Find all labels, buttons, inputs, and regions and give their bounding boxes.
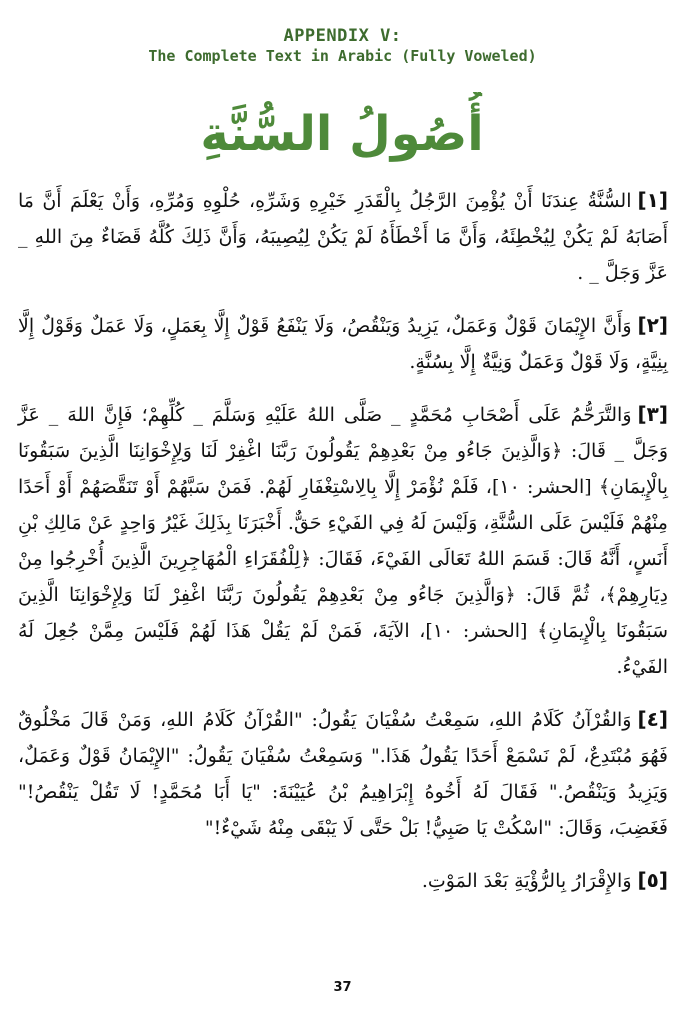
- paragraph-number: [٥]: [637, 868, 668, 892]
- paragraph-3: [18, 396, 668, 685]
- paragraph-text: وَالإِقْرَارُ بِالرُّؤْيَةِ بَعْدَ المَوْتِ.: [421, 870, 632, 892]
- paragraph-text: وَأَنَّ الإِيْمَانَ قَوْلٌ وَعَمَلٌ، يَزِيدُ وَيَنْقُصُ، وَلَا يَنْفَعُ قَوْلٌ إِلَّا بِعَمَلٍ، وَلَا عَمَلٌ وَقَوْلٌ إِلَّا بِنِيَّةٍ، وَلَا قَوْلٌ وَعَمَلٌ وَنِيَّةٌ إِلَّا بِسُنَّةٍ.: [18, 315, 668, 373]
- paragraph-number: [٣]: [637, 402, 668, 426]
- appendix-header: [0, 26, 685, 66]
- appendix-title: APPENDIX V:: [283, 26, 402, 46]
- usul-as-sunnah-calligraphy: [0, 92, 685, 172]
- paragraph-2: [18, 307, 668, 380]
- paragraph-text: وَالتَّرَحُّمُ عَلَى أَصْحَابِ مُحَمَّدٍ _ صَلَّى اللهُ عَلَيْهِ وَسَلَّمَ _ كُلِّهِمْ؛ فَإِنَّ اللهَ _ عَزَّ وَجَلَّ _ قَالَ: ﴿وَالَّذِينَ جَاءُو مِنْ بَعْدِهِمْ يَقُولُونَ رَبَّنَا اغْفِرْ لَنَا وَلِإِخْوَانِنَا الَّذِينَ سَبَقُونَا بِالْإِيمَانِ﴾ [الحشر: ١٠]، فَلَمْ نُؤْمَرْ إِلَّا بِالِاسْتِغْفَارِ لَهُمْ. فَمَنْ سَبَّهُمْ أَوْ تَنَقَّصَهُمْ أَوْ أَحَدًا مِنْهُمْ فَلَيْسَ عَلَى السُّنَّةِ، وَلَيْسَ لَهُ فِي الفَيْءِ حَقٌّ. أَخْبَرَنَا بِذَلِكَ غَيْرُ وَاحِدٍ عَنْ مَالِكِ بْنِ أَنَسٍ، أَنَّهُ قَالَ: قَسَمَ اللهُ تَعَالَى الفَيْءَ، فَقَالَ: ﴿لِلْفُقَرَاءِ الْمُهَاجِرِينَ الَّذِينَ أُخْرِجُوا مِنْ دِيَارِهِمْ﴾، ثُمَّ قَالَ: ﴿وَالَّذِينَ جَاءُو مِنْ بَعْدِهِمْ يَقُولُونَ رَبَّنَا اغْفِرْ لَنَا وَلِإِخْوَانِنَا الَّذِينَ سَبَقُونَا بِالْإِيمَانِ﴾ [الحشر: ١٠]، الآيَةَ، فَمَنْ لَمْ يَقُلْ هَذَا لَهُمْ فَلَيْسَ مِمَّنْ جُعِلَ لَهُ الفَيْءُ.: [18, 404, 669, 678]
- page-number: 37: [333, 980, 352, 995]
- paragraph-text: السُّنَّةُ عِندَنَا أَنْ يُؤْمِنَ الرَّجُلُ بِالْقَدَرِ خَيْرِهِ وَشَرِّهِ، حُلْوِهِ وَمُرِّهِ، وَأَنْ يَعْلَمَ أَنَّ مَا أَصَابَهُ لَمْ يَكُنْ لِيُخْطِئَهُ، وَأَنَّ مَا أَخْطَأَهُ لَمْ يَكُنْ لِيُصِيبَهُ، وَأَنَّ ذَلِكَ كُلَّهُ قَضَاءٌ مِنَ اللهِ _ عَزَّ وَجَلَّ _ .: [18, 190, 668, 284]
- calligraphy-text: أُصُولُ السُّنَّةِ: [200, 106, 484, 162]
- paragraph-number: [١]: [637, 188, 668, 212]
- paragraph-number: [٢]: [637, 313, 668, 337]
- paragraph-number: [٤]: [637, 707, 668, 731]
- paragraph-1: [18, 182, 668, 291]
- paragraph-5: [18, 862, 668, 899]
- paragraph-text: وَالقُرْآنُ كَلَامُ اللهِ، سَمِعْتُ سُفْيَانَ يَقُولُ: "القُرْآنُ كَلَامُ اللهِ، وَمَنْ قَالَ مَخْلُوقٌ فَهُوَ مُبْتَدِعٌ، لَمْ نَسْمَعْ أَحَدًا يَقُولُ هَذَا." وَسَمِعْتُ سُفْيَانَ يَقُولُ: "الإِيْمَانُ قَوْلٌ وَعَمَلٌ، وَيَزِيدُ وَيَنْقُصُ." فَقَالَ لَهُ أَخُوهُ إِبْرَاهِيمُ بْنُ عُيَيْنَةَ: "يَا أَبَا مُحَمَّدٍ! لَا تَقُلْ يَنْقُصُ!" فَغَضِبَ، وَقَالَ: "اسْكُتْ يَا صَبِيُّ! بَلْ حَتَّى لَا يَبْقَى مِنْهُ شَيْءٌ!": [18, 709, 668, 839]
- appendix-subtitle: The Complete Text in Arabic (Fully Voweled): [148, 47, 537, 65]
- paragraph-4: [18, 701, 668, 846]
- arabic-body: [18, 182, 668, 915]
